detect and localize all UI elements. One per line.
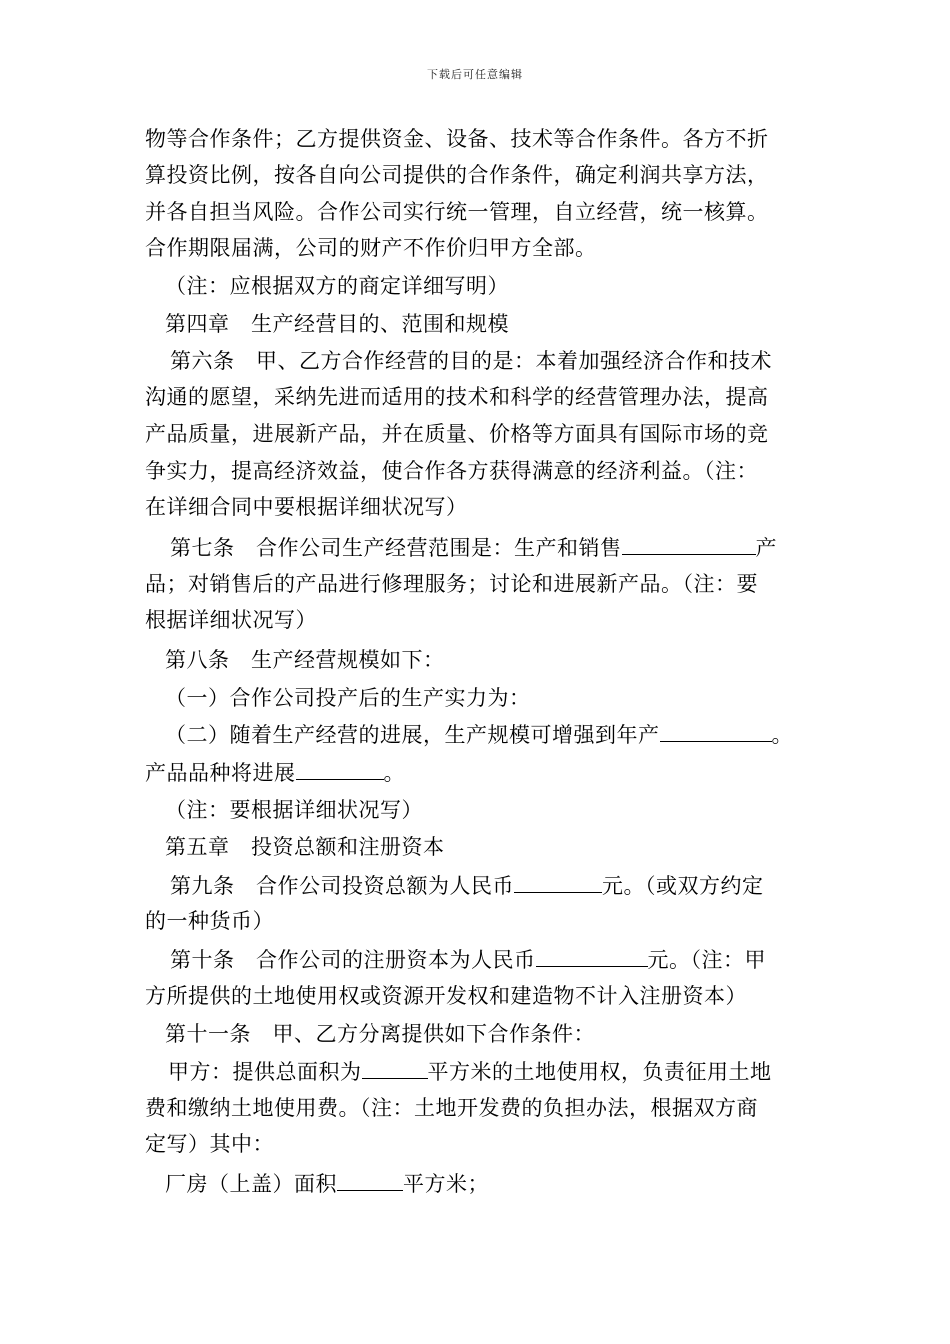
article-line [170, 534, 777, 561]
page-header: 下载后可任意编辑 [427, 68, 523, 81]
line-text-before-blank: 产品品种将进展 [145, 761, 296, 785]
line-text-after-blank: 平方米的土地使用权，负责征用土地 [427, 1060, 772, 1084]
text-line [165, 1170, 489, 1197]
chapter-heading: 第五章 投资总额和注册资本 [165, 835, 445, 859]
list-item: （一）合作公司投产后的生产实力为： [165, 686, 531, 710]
article-line: 第六条 甲、乙方合作经营的目的是：本着加强经济合作和技术 [170, 349, 772, 373]
fill-in-blank[interactable] [337, 1170, 403, 1191]
line-text-before-blank: 厂房（上盖）面积 [165, 1172, 337, 1196]
text-line: 品；对销售后的产品进行修理服务；讨论和进展新产品。（注：要 [145, 572, 758, 596]
note-line: （注：应根据双方的商定详细写明） [165, 274, 509, 298]
text-line: 沟通的愿望，采纳先进而适用的技术和科学的经营管理办法，提高 [145, 385, 769, 409]
line-text-before-blank: 第七条 合作公司生产经营范围是：生产和销售 [170, 536, 622, 560]
fill-in-blank[interactable] [660, 721, 772, 742]
line-text-after-blank: 产 [755, 536, 777, 560]
chapter-heading: 第四章 生产经营目的、范围和规模 [165, 312, 509, 336]
line-text-after-blank: 。 [383, 761, 405, 785]
article-line [170, 946, 766, 973]
text-line [168, 1058, 772, 1085]
fill-in-blank[interactable] [622, 534, 756, 555]
fill-in-blank[interactable] [536, 946, 648, 967]
text-line: 根据详细状况写） [145, 608, 317, 632]
text-line: 物等合作条件；乙方提供资金、设备、技术等合作条件。各方不折 [145, 127, 769, 151]
line-text-before-blank: 第九条 合作公司投资总额为人民币 [170, 874, 514, 898]
line-text-after-blank: 元。（或双方约定 [602, 874, 764, 898]
line-text-before-blank: （二）随着生产经营的进展，生产规模可增强到年产 [165, 723, 660, 747]
fill-in-blank[interactable] [514, 872, 602, 893]
text-line: 并各自担当风险。合作公司实行统一管理，自立经营，统一核算。 [145, 200, 769, 224]
line-text-after-blank: 元。（注：甲 [647, 948, 766, 972]
text-line: 争实力，提高经济效益，使合作各方获得满意的经济利益。（注： [145, 459, 758, 483]
text-line: 算投资比例，按各自向公司提供的合作条件，确定利润共享方法， [145, 163, 769, 187]
text-line: 费和缴纳土地使用费。（注：土地开发费的负担办法，根据双方商 [145, 1096, 758, 1120]
text-line: 定写）其中： [145, 1132, 274, 1156]
fill-in-blank[interactable] [296, 759, 384, 780]
list-item [165, 721, 793, 748]
article-line: 第十一条 甲、乙方分离提供如下合作条件： [165, 1022, 595, 1046]
note-line: （注：要根据详细状况写） [165, 798, 423, 822]
line-text-after-blank: 。 [771, 723, 793, 747]
text-line: 的一种货币） [145, 909, 274, 933]
line-text-before-blank: 甲方：提供总面积为 [168, 1060, 362, 1084]
article-line: 第八条 生产经营规模如下： [165, 648, 445, 672]
line-text-before-blank: 第十条 合作公司的注册资本为人民币 [170, 948, 536, 972]
line-text-after-blank: 平方米； [403, 1172, 489, 1196]
text-line: 方所提供的土地使用权或资源开发权和建造物不计入注册资本） [145, 984, 747, 1008]
text-line: 合作期限届满，公司的财产不作价归甲方全部。 [145, 236, 597, 260]
article-line [170, 872, 764, 899]
text-line [145, 759, 405, 786]
fill-in-blank[interactable] [362, 1058, 428, 1079]
text-line: 在详细合同中要根据详细状况写） [145, 495, 468, 519]
text-line: 产品质量，进展新产品，并在质量、价格等方面具有国际市场的竞 [145, 422, 769, 446]
